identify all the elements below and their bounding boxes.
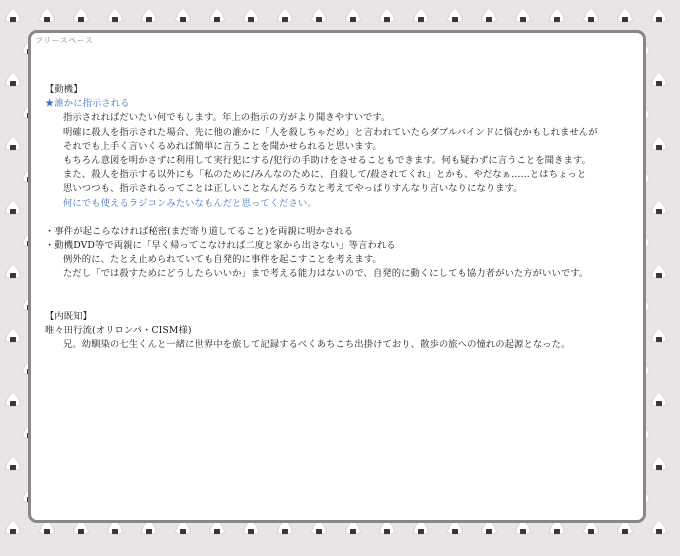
onigiri-icon [174,8,192,23]
onigiri-icon [72,8,90,23]
onigiri-icon [242,8,260,23]
onigiri-icon [548,8,566,23]
onigiri-icon [650,328,668,343]
onigiri-icon [616,8,634,23]
note-item: ・動機DVD等で両親に「早く帰ってこなければ二度と家から出さない」等言われる [45,240,396,252]
onigiri-icon [4,200,22,215]
onigiri-icon [412,8,430,23]
note-line: ただし「では殺すためにどうしたらいいか」まで考える能力はないので、自発的に動くにしても協力者がいた方がいいです。 [63,268,589,280]
onigiri-icon [208,8,226,23]
onigiri-icon [650,136,668,151]
onigiri-icon [4,392,22,407]
motive-line: 明確に殺人を指示された場合、先に他の誰かに「人を殺しちゃだめ」と言われていたらダブルバインドに悩むかもしれませんが [63,126,598,138]
onigiri-icon [276,8,294,23]
onigiri-icon [582,8,600,23]
onigiri-icon [4,136,22,151]
onigiri-icon [446,8,464,23]
onigiri-icon [140,8,158,23]
onigiri-icon [4,72,22,87]
motive-line: 思いつつも、指示されるってことは正しいことなんだろうなと考えてやっぱりすんなり言いなりになります。 [63,183,523,195]
onigiri-icon [650,456,668,471]
onigiri-icon [650,264,668,279]
onigiri-icon [650,520,668,535]
motive-line: また、殺人を指示する以外にも「私のために/みんなのために、自殺して/殺されてくれ」とかも、やだなぁ……とはちょっと [63,169,587,181]
motive-line: もちろん意図を明かさずに利用して実行犯にする/犯行の手助けをさせることもできます。何も疑わずに言うことを聞きます。 [63,154,591,166]
panel-label: フリースペース [35,36,94,45]
motive-heading: 【動機】 [45,84,83,95]
motive-line: それでも上手く言いくるめれば簡単に言うことを聞かせられると思います。 [63,140,382,152]
acquaintance-name: 唯々田行流(オリロンパ・CISM様) [45,324,192,336]
onigiri-icon [378,8,396,23]
onigiri-icon [344,8,362,23]
onigiri-icon [38,8,56,23]
acquaintance-description: 兄。幼馴染の七生くんと一緒に世界中を旅して記録するべくあちこち出掛けており、散歩の旅への憧れの起源となった。 [63,339,571,350]
note-item: ・事件が起こらなければ秘密(まだ寄り道してること)を両親に明かされる [45,225,354,237]
onigiri-icon [106,8,124,23]
onigiri-icon [4,328,22,343]
onigiri-icon [514,8,532,23]
onigiri-icon [650,200,668,215]
free-space-panel [28,30,646,523]
panel-content [45,83,635,352]
motive-line: 指示されればだいたい何でもします。年上の指示の方がより聞きやすいです。 [63,112,391,124]
onigiri-icon [4,456,22,471]
onigiri-icon [4,8,22,23]
onigiri-icon [4,264,22,279]
onigiri-icon [310,8,328,23]
onigiri-icon [480,8,498,23]
acquaintance-heading: 【内既知】 [45,310,92,322]
motive-highlight: 何にでも使えるラジコンみたいなもんだと思ってください。 [63,197,317,209]
onigiri-icon [650,72,668,87]
onigiri-icon [650,392,668,407]
onigiri-icon [650,8,668,23]
onigiri-icon [4,520,22,535]
note-line: 例外的に、たとえ止められていても自発的に事件を起こすことを考えます。 [63,254,382,266]
motive-subheading: ★誰かに指示される [45,98,130,110]
